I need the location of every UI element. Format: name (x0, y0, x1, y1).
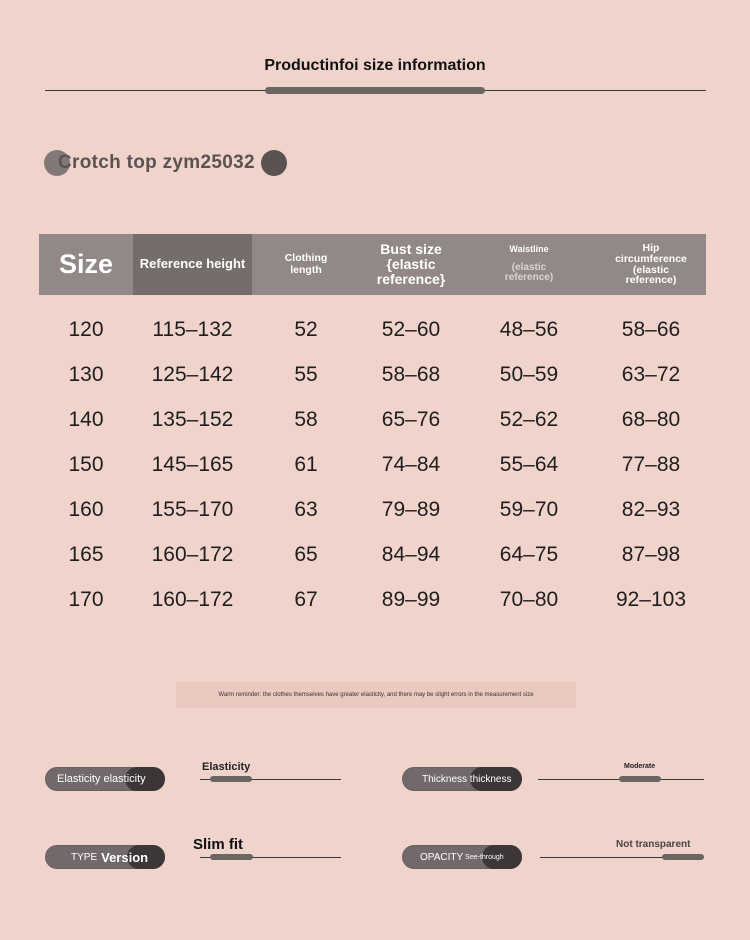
cell-size: 160 (68, 498, 104, 521)
opacity-value: Not transparent (616, 839, 691, 850)
cell-hip-circumference: 63–72 (621, 363, 681, 386)
table-row (39, 543, 706, 573)
cell-clothing-length: 55 (294, 363, 318, 386)
cell-reference-height: 135–152 (151, 408, 234, 431)
thickness-label: Thickness thickness (422, 773, 512, 785)
cell-waistline: 70–80 (499, 588, 559, 611)
product-code: Crotch top zym25032 (58, 152, 255, 173)
cell-waistline: 50–59 (499, 363, 559, 386)
size-table-header (39, 234, 706, 295)
column-header-hip-circumference: Hip circumference (elastic reference) (615, 242, 687, 287)
column-header-bust-size: Bust size {elastic reference} (376, 241, 446, 287)
elasticity-label-pill (45, 767, 165, 791)
table-row (39, 453, 706, 483)
cell-clothing-length: 52 (294, 318, 318, 341)
warm-reminder-note: Warm reminder: the clothes themselves have greater elasticity, and there may be slight errors in the measurement size (176, 682, 576, 708)
opacity-label: See-through (465, 853, 504, 861)
cell-reference-height: 155–170 (151, 498, 234, 521)
column-header-size: Size (58, 248, 114, 279)
cell-size: 150 (68, 453, 104, 476)
cell-bust-size: 52–60 (381, 318, 441, 341)
thickness-value: Moderate (624, 763, 656, 770)
column-header-reference-height: Reference height (133, 234, 252, 295)
cell-bust-size: 74–84 (381, 453, 441, 476)
cell-hip-circumference: 77–88 (621, 453, 681, 476)
elasticity-label: Elasticity elasticity (57, 773, 146, 785)
table-row (39, 588, 706, 618)
cell-clothing-length: 61 (294, 453, 318, 476)
title-divider-accent (265, 87, 485, 94)
cell-reference-height: 145–165 (151, 453, 234, 476)
opacity-scale-marker (662, 854, 704, 860)
cell-hip-circumference: 68–80 (621, 408, 681, 431)
cell-reference-height: 160–172 (151, 588, 234, 611)
cell-clothing-length: 58 (294, 408, 318, 431)
cell-hip-circumference: 58–66 (621, 318, 681, 341)
type-label: Version (101, 849, 149, 865)
cell-hip-circumference: 87–98 (621, 543, 681, 566)
cell-clothing-length: 67 (294, 588, 318, 611)
table-row (39, 408, 706, 438)
cell-size: 130 (68, 363, 104, 386)
cell-waistline: 55–64 (499, 453, 559, 476)
type-label-pill (45, 845, 165, 869)
column-header-waistline: Waistline (elastic reference) (504, 244, 554, 284)
type-value: Slim fit (193, 836, 244, 853)
cell-waistline: 52–62 (499, 408, 559, 431)
cell-hip-circumference: 92–103 (615, 588, 687, 611)
elasticity-value: Elasticity (202, 761, 251, 773)
cell-size: 165 (68, 543, 104, 566)
type-scale-marker (210, 854, 253, 860)
table-row (39, 318, 706, 348)
cell-size: 170 (68, 588, 104, 611)
cell-bust-size: 89–99 (381, 588, 441, 611)
cell-waistline: 59–70 (499, 498, 559, 521)
cell-bust-size: 65–76 (381, 408, 441, 431)
cell-hip-circumference: 82–93 (621, 498, 681, 521)
thickness-scale-marker (619, 776, 661, 782)
circle-decoration-right (261, 150, 287, 176)
elasticity-scale-marker (210, 776, 252, 782)
cell-waistline: 64–75 (499, 543, 559, 566)
cell-bust-size: 79–89 (381, 498, 441, 521)
type-label-prefix: TYPE (71, 851, 98, 863)
opacity-label-prefix: OPACITY (420, 851, 464, 863)
cell-bust-size: 58–68 (381, 363, 441, 386)
cell-reference-height: 115–132 (152, 318, 233, 341)
cell-reference-height: 125–142 (151, 363, 234, 386)
cell-reference-height: 160–172 (151, 543, 234, 566)
cell-bust-size: 84–94 (381, 543, 441, 566)
cell-clothing-length: 65 (294, 543, 318, 566)
page-title: Productinfoi size information (264, 57, 486, 74)
cell-clothing-length: 63 (294, 498, 318, 521)
thickness-label-pill (402, 767, 522, 791)
table-row (39, 498, 706, 528)
table-row (39, 363, 706, 393)
cell-waistline: 48–56 (499, 318, 559, 341)
cell-size: 120 (68, 318, 104, 341)
column-header-clothing-length: Clothing length (284, 251, 328, 276)
cell-size: 140 (68, 408, 104, 431)
opacity-label-pill (402, 845, 522, 869)
